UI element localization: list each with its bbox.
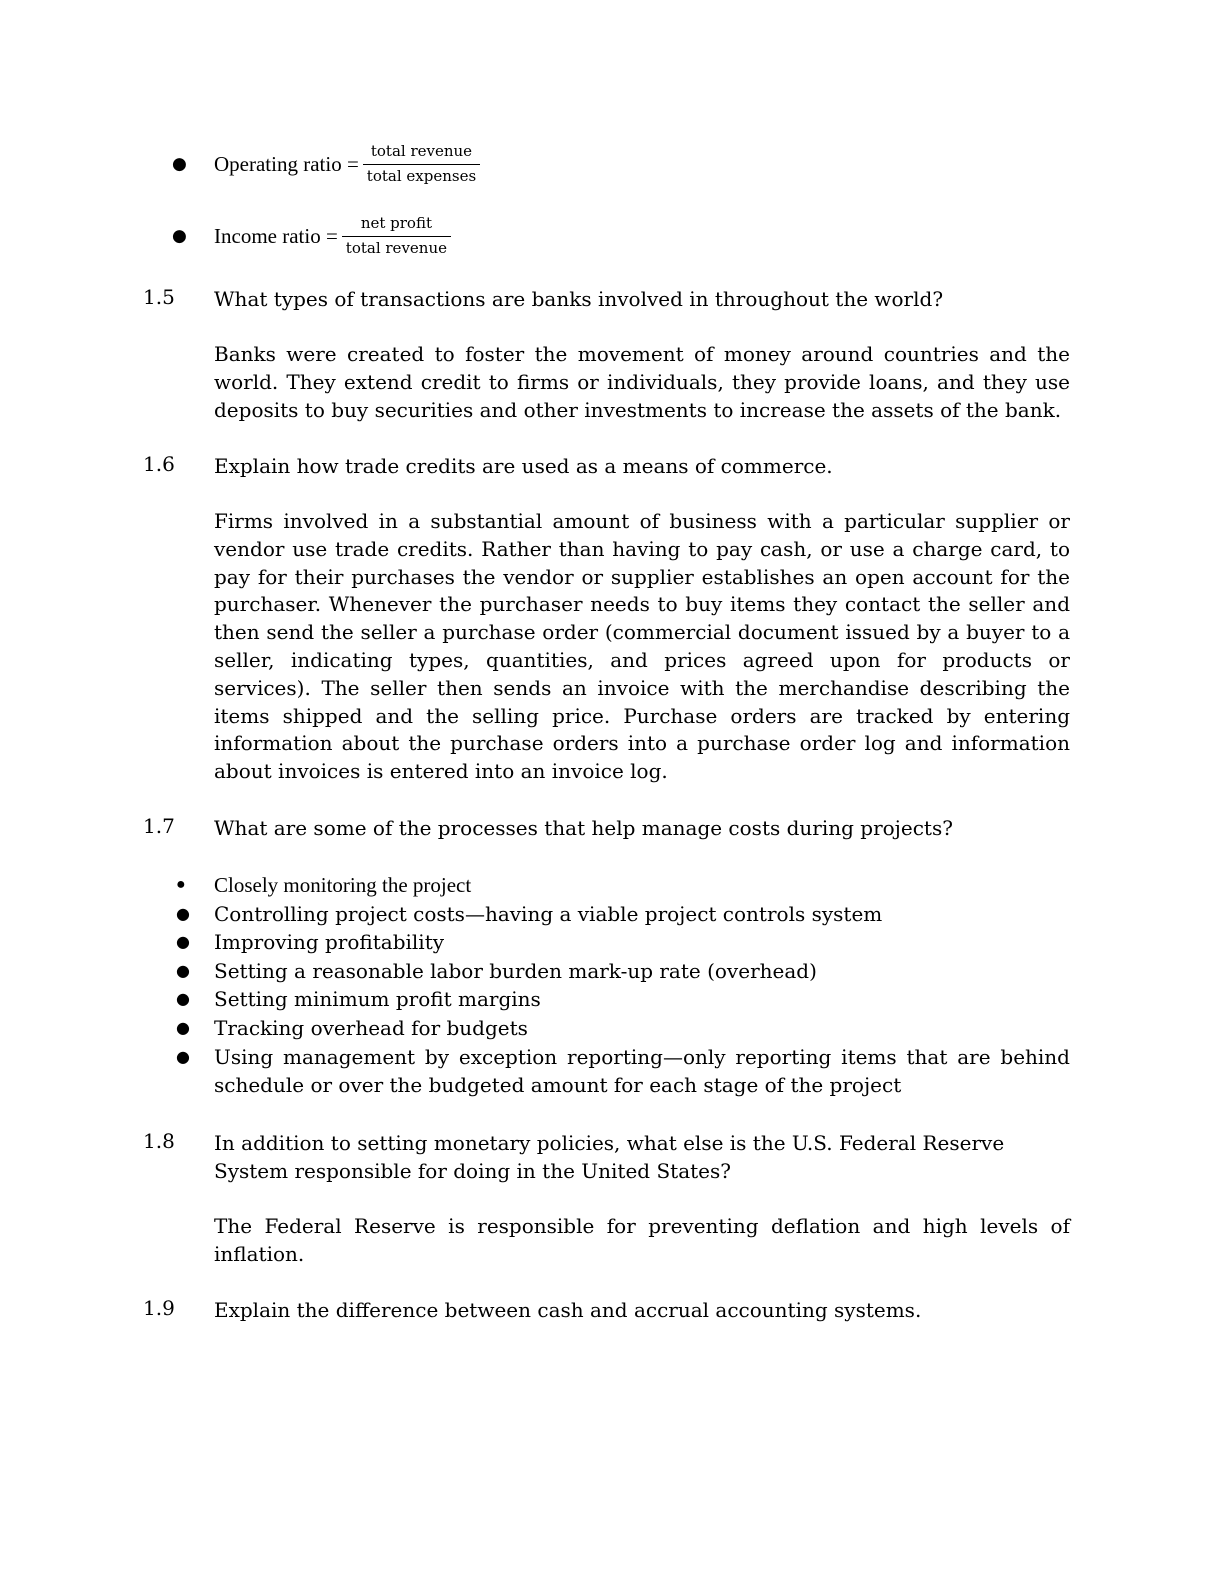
list-item-text: Closely monitoring the project: [214, 873, 472, 897]
list-item-text: Controlling project costs—having a viable project controls system: [214, 901, 883, 926]
question-number: 1.6: [143, 452, 175, 476]
question-number: 1.9: [143, 1296, 175, 1320]
question-text: What are some of the processes that help manage costs during projects?: [214, 816, 953, 840]
question-text: Explain the difference between cash and accrual accounting systems.: [214, 1298, 922, 1322]
question-number: 1.8: [143, 1129, 175, 1153]
answer-paragraph: The Federal Reserve is responsible for preventing deflation and high levels of inflation.: [214, 1214, 1070, 1266]
bullet-icon: ●: [172, 153, 187, 174]
list-item-text: Using management by exception reporting—only reporting items that are behind schedule or over the budgeted amount for each stage of the project: [214, 1044, 1070, 1098]
bullet-icon: ●: [176, 960, 190, 980]
list-item: [172, 1043, 1070, 1100]
question-text: Explain how trade credits are used as a means of commerce.: [214, 454, 833, 478]
bullet-icon: ●: [172, 225, 187, 246]
ratio-label: Operating ratio =: [214, 151, 359, 176]
list-item: [172, 985, 1070, 1014]
bullet-icon: ●: [176, 1046, 190, 1066]
bullet-icon: ●: [176, 876, 186, 893]
fraction: [363, 142, 480, 186]
bullet-icon: ●: [176, 1017, 190, 1037]
list-item-text: Setting minimum profit margins: [214, 987, 541, 1012]
question-text: In addition to setting monetary policies, what else is the U.S. Federal Reserve System responsible for doing in the United States?: [214, 1131, 1005, 1183]
operating-ratio-formula: [172, 142, 480, 186]
fraction-denominator: total revenue: [342, 236, 451, 259]
answer-paragraph: Firms involved in a substantial amount of business with a particular supplier or vendor use trade credits. Rather than having to pay cash, or use a charge card, to pay for their purchases the vendor or supplier establishes an open account for the purchaser. Whenever the purchaser needs to buy items they contact the seller and then send the seller a purchase order (commercial document issued by a buyer to a seller, indicating types, quantities, and prices agreed upon for products or services). The seller then sends an invoice with the merchandise describing the items shipped and the selling price. Purchase orders are tracked by entering information about the purchase orders into a purchase order log and information about invoices is entered into an invoice log.: [214, 509, 1070, 784]
question-number: 1.5: [143, 285, 175, 309]
cost-process-list: [172, 871, 1070, 1100]
list-item-text: Setting a reasonable labor burden mark-up rate (overhead): [214, 958, 817, 983]
bullet-icon: ●: [176, 932, 190, 952]
list-item: [172, 900, 1070, 929]
list-item: [172, 928, 1070, 957]
bullet-icon: ●: [176, 903, 190, 923]
bullet-icon: ●: [176, 989, 190, 1009]
list-item-text: Improving profitability: [214, 930, 445, 955]
fraction-denominator: total expenses: [363, 164, 480, 187]
fraction-numerator: total revenue: [370, 142, 473, 160]
list-item: [172, 957, 1070, 986]
income-ratio-formula: [172, 214, 451, 258]
fraction-numerator: net profit: [360, 214, 432, 232]
answer-paragraph: Banks were created to foster the movement of money around countries and the world. They extend credit to firms or individuals, they provide loans, and they use deposits to buy securities and other investments to increase the assets of the bank.: [214, 342, 1070, 422]
list-item: [172, 871, 1070, 900]
list-item: [172, 1014, 1070, 1043]
ratio-label: Income ratio =: [214, 223, 338, 248]
question-number: 1.7: [143, 814, 175, 838]
question-text: What types of transactions are banks involved in throughout the world?: [214, 287, 944, 311]
fraction: [342, 214, 451, 258]
list-item-text: Tracking overhead for budgets: [214, 1015, 528, 1040]
